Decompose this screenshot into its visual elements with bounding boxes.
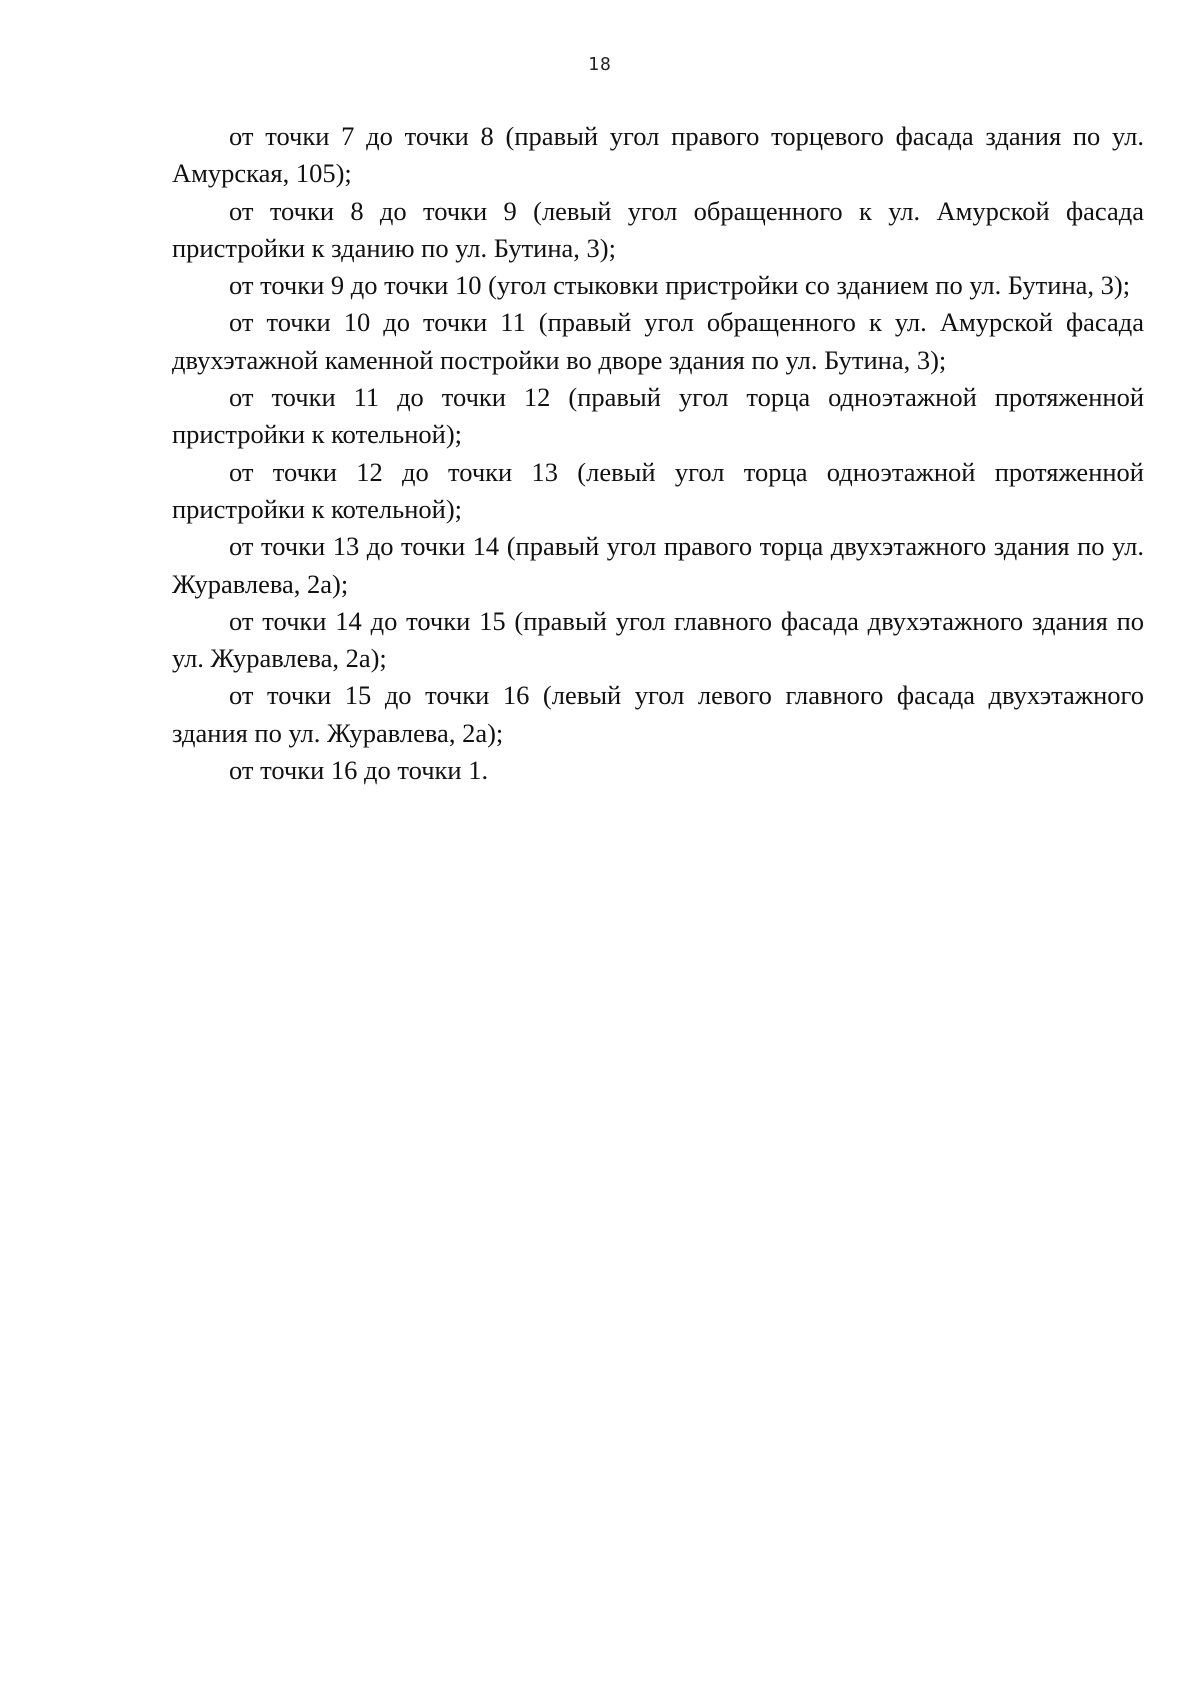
paragraph: от точки 9 до точки 10 (угол стыковки пристройки со зданием по ул. Бутина, 3);	[229, 270, 1131, 301]
paragraph: от точки 15 до точки 16 (левый угол левого главного фасада двухэтажного здания по ул. Журавлева, 2а);	[172, 680, 1144, 748]
paragraph: от точки 13 до точки 14 (правый угол правого торца двухэтажного здания по ул. Журавлева, 2а);	[172, 531, 1144, 599]
page-number: 18	[588, 54, 612, 75]
paragraph: от точки 14 до точки 15 (правый угол главного фасада двухэтажного здания по ул. Журавлева, 2а);	[172, 605, 1144, 674]
paragraph: от точки 11 до точки 12 (правый угол торца одноэтажной протяженной пристройки к котельной);	[172, 382, 1144, 450]
paragraph: от точки 16 до точки 1.	[229, 755, 489, 786]
paragraph: от точки 10 до точки 11 (правый угол обращенного к ул. Амурской фасада двухэтажной каменной постройки во дворе здания по ул. Бутина, 3);	[172, 307, 1144, 375]
paragraph: от точки 12 до точки 13 (левый угол торца одноэтажной протяженной пристройки к котельной);	[172, 456, 1144, 524]
paragraph: от точки 8 до точки 9 (левый угол обращенного к ул. Амурской фасада пристройки к зданию по ул. Бутина, 3);	[172, 195, 1144, 263]
document-body	[172, 118, 1144, 789]
paragraph: от точки 7 до точки 8 (правый угол правого торцевого фасада здания по ул. Амурская, 105);	[172, 121, 1144, 189]
